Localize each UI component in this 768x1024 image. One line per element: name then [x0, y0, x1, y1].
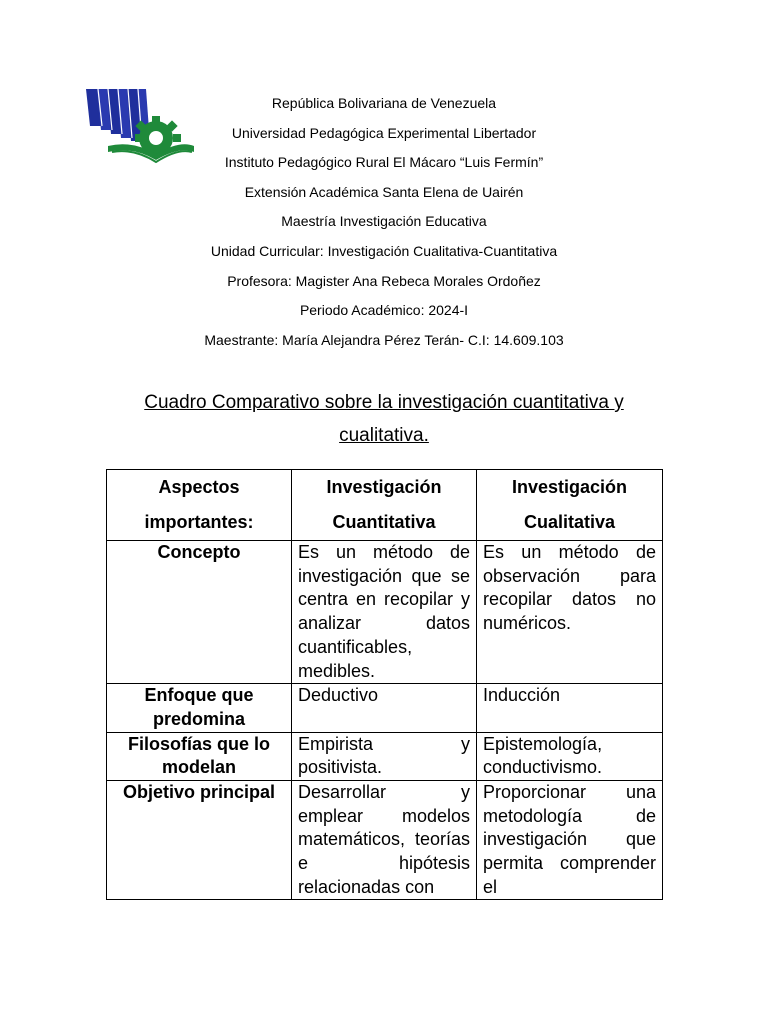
row-aspect: Concepto [107, 541, 292, 684]
row-quantitative: Es un método de investigación que se centra en recopilar y analizar datos cuantificables, medibles. [292, 541, 477, 684]
institution-header [0, 89, 768, 355]
row-aspect: Objetivo principal [107, 781, 292, 900]
row-quantitative: Deductivo [292, 684, 477, 732]
row-aspect: Filosofías que lo modelan [107, 732, 292, 780]
header-line-masters: Maestría Investigación Educativa [281, 213, 487, 230]
table-row [107, 541, 663, 684]
header-line-republic: República Bolivariana de Venezuela [271, 95, 497, 111]
document-title: Cuadro Comparativo sobre la investigación cuantitativa y cualitativa. [144, 392, 624, 446]
row-quantitative-text: Desarrollar y emplear modelos matemáticos, teorías e hipótesis relacionadas con [298, 782, 470, 897]
table-row [107, 781, 663, 900]
row-qualitative: Inducción [477, 684, 663, 732]
row-quantitative: Empirista y positivista. [292, 732, 477, 780]
row-aspect: Enfoque que predomina [107, 684, 292, 732]
row-qualitative: Es un método de observación para recopilar datos no numéricos. [477, 541, 663, 684]
table-row [107, 732, 663, 780]
row-qualitative [477, 781, 663, 900]
header-qualitative: Investigación Cualitativa [477, 470, 663, 541]
header-line-student: Maestrante: María Alejandra Pérez Terán- C.I: 14.609.103 [204, 331, 564, 348]
header-line-university: Universidad Pedagógica Experimental Libertador [231, 124, 537, 141]
table-header-row [107, 470, 663, 541]
header-line-period: Periodo Académico: 2024-I [299, 302, 469, 319]
comparison-table [106, 469, 663, 900]
header-line-course: Unidad Curricular: Investigación Cualitativa-Cuantitativa [210, 242, 558, 259]
header-line-professor: Profesora: Magister Ana Rebeca Morales Ordoñez [227, 272, 541, 289]
header-line-institute: Instituto Pedagógico Rural El Mácaro “Luis Fermín” [224, 154, 544, 171]
row-qualitative: Epistemología, conductivismo. [477, 732, 663, 780]
table-row [107, 684, 663, 732]
header-aspects: Aspectos importantes: [107, 470, 292, 541]
header-quantitative: Investigación Cuantitativa [292, 470, 477, 541]
row-quantitative [292, 781, 477, 900]
header-line-extension: Extensión Académica Santa Elena de Uairén [244, 183, 524, 200]
row-qualitative-text: Proporcionar una metodología de investigación que permita comprender el [483, 782, 656, 897]
